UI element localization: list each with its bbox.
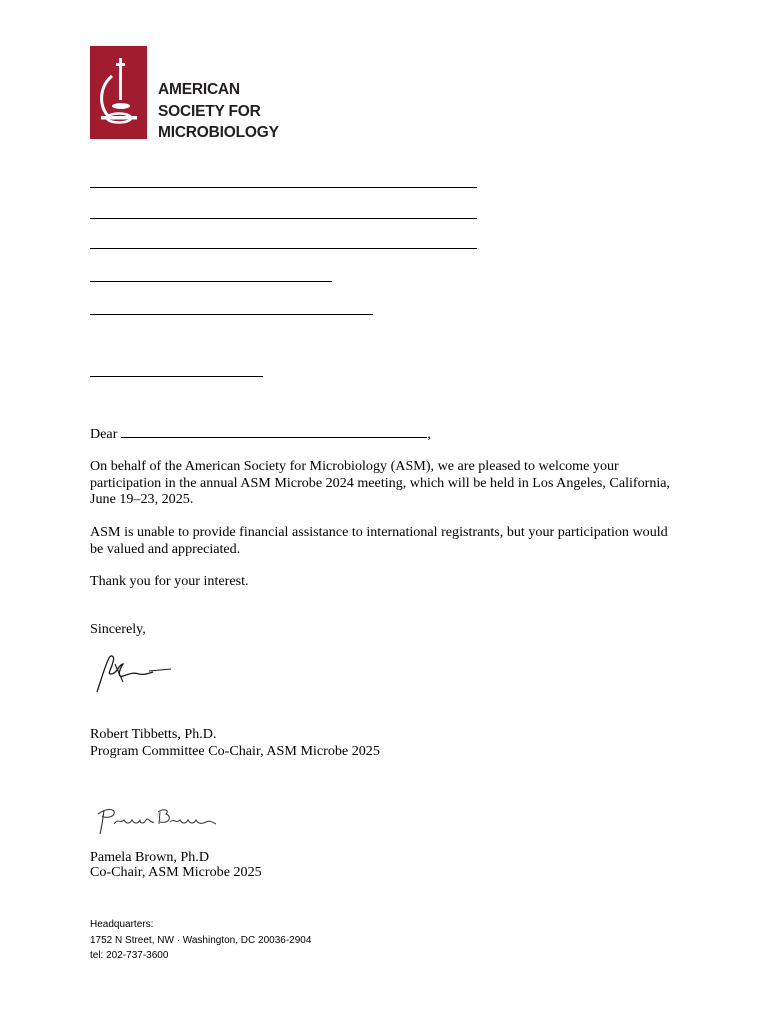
salutation-prefix: Dear — [90, 426, 118, 442]
signatory-1-title: Program Committee Co-Chair, ASM Microbe 2025 — [90, 743, 380, 759]
signatory-2-title: Co-Chair, ASM Microbe 2025 — [90, 864, 262, 880]
logo-line-3: MICROBIOLOGY — [158, 124, 279, 141]
address-line-3[interactable] — [90, 248, 477, 249]
address-line-1[interactable] — [90, 187, 477, 188]
footer-phone: tel: 202-737-3600 — [90, 950, 169, 961]
logo-line-2: SOCIETY FOR — [158, 102, 261, 120]
footer-label: Headquarters: — [90, 919, 154, 930]
signature-brown-image — [94, 802, 219, 843]
body-paragraph-1: On behalf of the American Society for Microbiology (ASM), we are pleased to welcome your participation in the annual ASM Microbe 2024 meeting, which will be held in Los Angeles, California, June 19–23, 2025. — [90, 458, 671, 508]
signature-tibbetts-image — [93, 652, 175, 701]
address-line-2[interactable] — [90, 218, 477, 219]
address-line-5[interactable] — [90, 314, 373, 315]
asm-logo-mark — [90, 46, 147, 139]
address-line-4[interactable] — [90, 281, 332, 282]
date-line[interactable] — [90, 376, 263, 377]
asm-logo-wordmark — [158, 79, 279, 144]
salutation — [90, 425, 690, 443]
signatory-2-name: Pamela Brown, Ph.D — [90, 849, 210, 865]
closing: Sincerely, — [90, 621, 146, 637]
signatory-1-name: Robert Tibbetts, Ph.D. — [90, 726, 217, 742]
footer-address: 1752 N Street, NW · Washington, DC 20036-2904 — [90, 934, 312, 946]
letterhead-footer — [90, 917, 311, 964]
salutation-suffix: , — [427, 426, 431, 442]
body-paragraph-2: ASM is unable to provide financial assistance to international registrants, but your participation would be valued and appreciated. — [90, 524, 668, 557]
recipient-name-blank[interactable] — [121, 425, 427, 438]
body-paragraph-3: Thank you for your interest. — [90, 573, 249, 589]
logo-line-1: AMERICAN — [158, 81, 240, 98]
